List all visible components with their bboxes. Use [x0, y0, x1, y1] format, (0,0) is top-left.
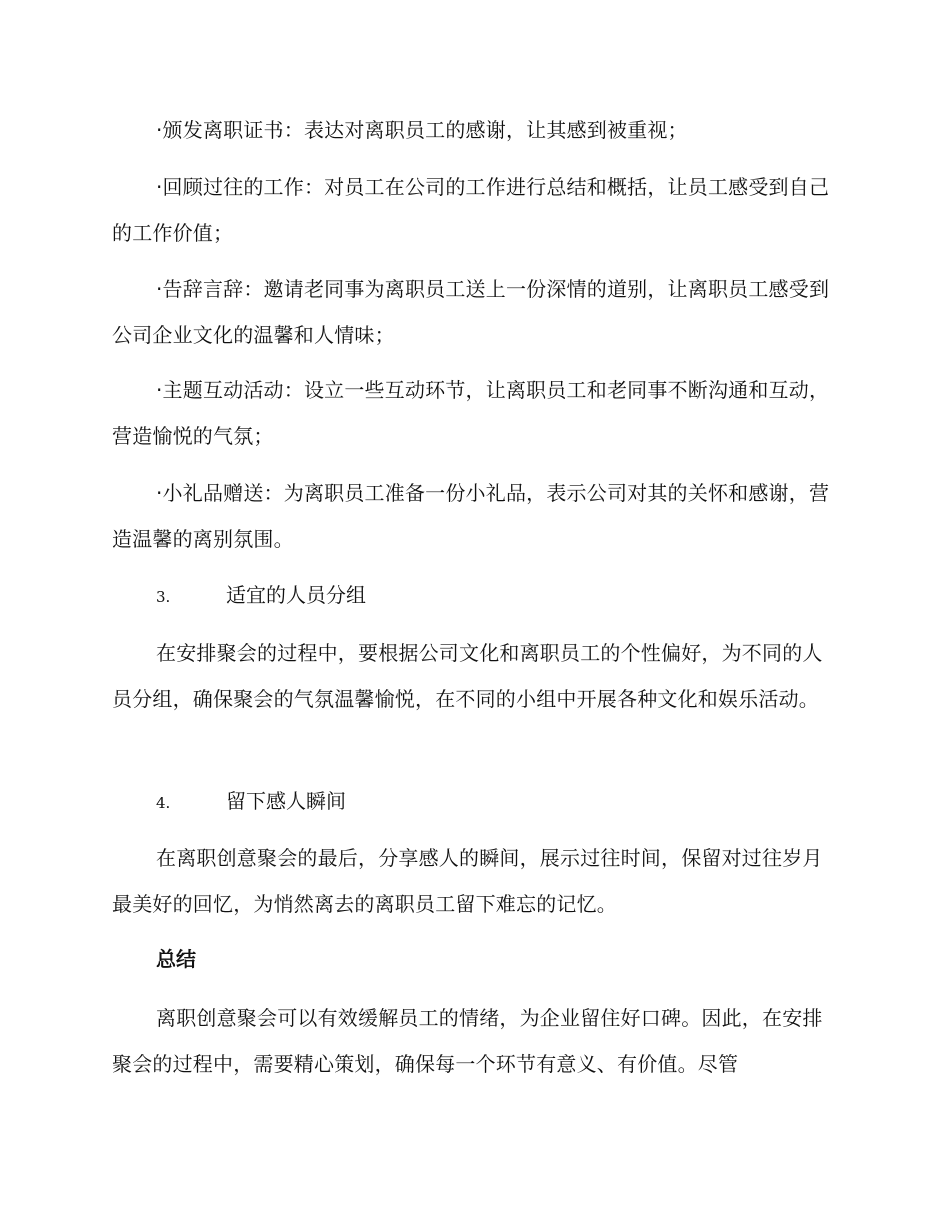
summary-title: 总结	[156, 947, 196, 971]
section-4-body: 在离职创意聚会的最后，分享感人的瞬间，展示过往时间，保留对过往岁月最美好的回忆，为悄然离去的离职员工留下难忘的记忆。	[112, 846, 823, 916]
section-3-title: 适宜的人员分组	[226, 583, 366, 607]
bullet-review-work: ·回顾过往的工作：对员工在公司的工作进行总结和概括，让员工感受到自己的工作价值；	[112, 175, 830, 245]
section-4-number: 4.	[156, 794, 171, 812]
bullet-farewell-words: ·告辞言辞：邀请老同事为离职员工送上一份深情的道别，让离职员工感受到公司企业文化的温馨和人情味；	[112, 277, 830, 347]
summary-body: 离职创意聚会可以有效缓解员工的情绪，为企业留住好口碑。因此，在安排聚会的过程中，需要精心策划，确保每一个环节有意义、有价值。尽管	[112, 1006, 823, 1076]
section-3-heading	[156, 580, 366, 612]
bullet-gift: ·小礼品赠送：为离职员工准备一份小礼品，表示公司对其的关怀和感谢，营造温馨的离别氛围。	[112, 481, 830, 551]
section-3-number: 3.	[156, 588, 171, 606]
bullet-interactive-activity: ·主题互动活动：设立一些互动环节，让离职员工和老同事不断沟通和互动，营造愉悦的气氛；	[112, 378, 830, 448]
section-4-heading	[156, 786, 346, 818]
bullet-certificate: ·颁发离职证书：表达对离职员工的感谢，让其感到被重视；	[156, 118, 688, 142]
section-4-title: 留下感人瞬间	[226, 789, 346, 813]
section-3-body: 在安排聚会的过程中，要根据公司文化和离职员工的个性偏好，为不同的人员分组，确保聚会的气氛温馨愉悦，在不同的小组中开展各种文化和娱乐活动。	[112, 641, 823, 711]
